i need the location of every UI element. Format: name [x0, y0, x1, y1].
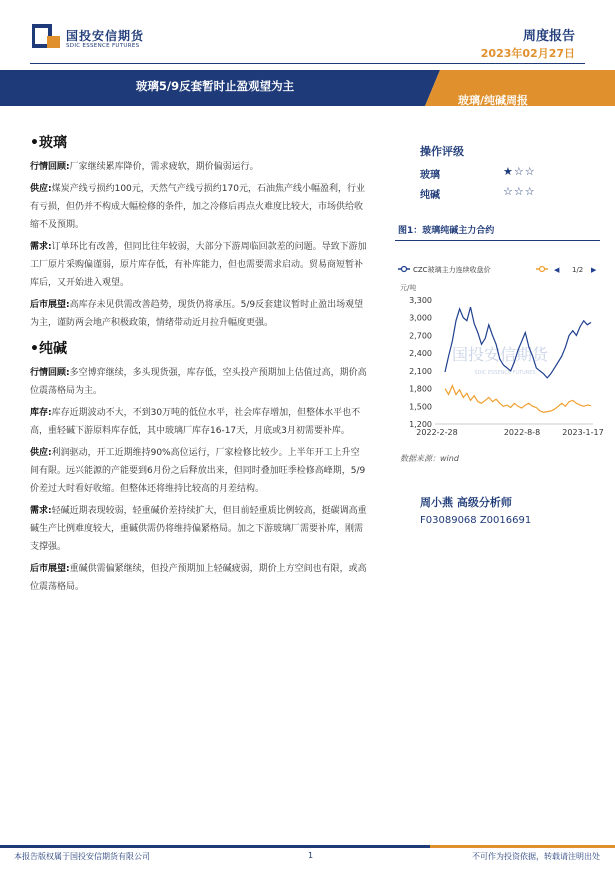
- rating-title: 操作评级: [420, 145, 464, 158]
- y-tick-label: 2,400: [409, 349, 432, 359]
- soda-paragraphs: [30, 364, 368, 596]
- soda-paragraph-label: 需求:: [30, 506, 52, 516]
- soda-paragraph: [30, 404, 368, 440]
- footer-disclaimer: 不可作为投资依据，转载请注明出处: [472, 852, 600, 861]
- y-tick-label: 1,200: [409, 420, 432, 429]
- y-tick-label: 2,100: [409, 366, 432, 376]
- glass-paragraphs: [30, 158, 368, 332]
- glass-paragraph: [30, 158, 368, 176]
- y-axis: [409, 296, 432, 429]
- legend-series1: CZC玻璃主力连续收盘价: [413, 266, 491, 274]
- glass-paragraph: [30, 180, 368, 234]
- footer-copyright: 本报告版权属于国投安信期货有限公司: [14, 852, 150, 861]
- chart-watermark-en: SDIC ESSENCE FUTURES: [474, 370, 536, 376]
- price-chart: [395, 252, 605, 447]
- x-tick-label: 2022-2-28: [416, 428, 458, 437]
- soda-paragraph: [30, 444, 368, 498]
- rating-stars-soda: ☆☆☆: [503, 185, 536, 198]
- soda-paragraph-label: 行情回顾:: [30, 368, 70, 378]
- company-name-cn: 国投安信期货: [66, 29, 145, 43]
- x-tick-label: 2022-8-8: [503, 428, 541, 437]
- soda-paragraph-text: 重碱供需偏紧继续，但投产预期加上轻碱疲弱，期价上方空间也有限，或高位震荡格局。: [30, 564, 367, 592]
- legend-next-icon: ▶: [591, 266, 597, 274]
- soda-paragraph: [30, 502, 368, 556]
- report-date: 2023年02月27日: [480, 47, 575, 60]
- rating-name-glass: 玻璃: [420, 170, 440, 181]
- y-tick-label: 1,500: [409, 402, 432, 412]
- soda-paragraph-label: 供应:: [30, 448, 52, 458]
- rating-name-soda: 纯碱: [420, 190, 440, 201]
- figure-divider: [395, 240, 600, 241]
- soda-paragraph-text: 利润驱动，开工近期维持90%高位运行，厂家检修比较少。上半年开工上升空间有限。远兴能源的产能要到6月份之后释放出来，但同时叠加旺季检修高峰期，5/9价差过大时看好收缩。但整体还将维持比较高的月差结构。: [30, 448, 366, 494]
- glass-paragraph-label: 行情回顾:: [30, 162, 70, 172]
- legend: [398, 265, 597, 274]
- soda-paragraph: [30, 364, 368, 400]
- x-tick-label: 2023-1-17: [562, 428, 604, 437]
- glass-paragraph: [30, 296, 368, 332]
- soda-paragraph-text: 轻碱近期表现较弱，轻重碱价差持续扩大，但目前轻重质比例较高，挺碳调高重碱生产比例难度较大，重碱供需仍将维持偏紧格局。加之下游玻璃厂需要补库，刚需支撑强。: [30, 506, 367, 552]
- soda-paragraph-label: 后市展望:: [30, 564, 70, 574]
- glass-paragraph-label: 需求:: [30, 242, 52, 252]
- section-title-soda: •纯碱: [30, 341, 67, 357]
- company-logo-icon: [32, 24, 62, 50]
- main-content: [30, 128, 368, 600]
- footer-divider: [0, 845, 615, 848]
- analyst-name: 周小燕 高级分析师: [420, 496, 512, 509]
- chart-watermark-cn: 国投安信期货: [451, 345, 549, 364]
- glass-paragraph-text: 高库存未见供需改善趋势，现货仍将承压。5/9反套建议暂时止盈出场观望为主，谨防两会地产积极政策，情绪带动近月拉升幅度更强。: [30, 300, 364, 328]
- soda-paragraph-label: 库存:: [30, 408, 52, 418]
- soda-paragraph-text: 库存近期波动不大，不到30万吨的低位水平，社会库存增加，但整体水平也不高，重轻碱下游原料库存低，其中玻璃厂库存16-17天，月底或3月初需要补库。: [30, 408, 361, 436]
- figure-source: 数据来源：wind: [400, 454, 459, 463]
- glass-paragraph: [30, 238, 368, 292]
- rating-stars-glass: ★☆☆: [503, 165, 536, 178]
- y-tick-label: 2,700: [409, 331, 432, 341]
- soda-paragraph: [30, 560, 368, 596]
- y-tick-label: 1,800: [409, 384, 432, 394]
- series-line-2: [445, 386, 591, 413]
- glass-paragraph-text: 煤炭产线亏损约100元，天然气产线亏损约170元，石油焦产线小幅盈利，行业有亏损，但仍并不构成大幅检修的条件，加之冷修后再点火难度比较大，市场供给收缩不及预期。: [30, 184, 365, 230]
- x-axis: [416, 424, 603, 437]
- page-header: [0, 0, 615, 70]
- report-title: 玻璃5/9反套暂时止盈观望为主: [135, 79, 295, 93]
- page-number: 1: [308, 851, 314, 860]
- glass-paragraph-text: 厂家继续累库降价，需求疲软，期价偏弱运行。: [69, 162, 259, 172]
- legend-pager: 1/2: [572, 266, 584, 274]
- section-title-glass: •玻璃: [30, 135, 67, 151]
- glass-paragraph-label: 供应:: [30, 184, 52, 194]
- analyst-id: F03089068 Z0016691: [420, 515, 532, 526]
- y-tick-label: 3,000: [409, 313, 432, 323]
- chart-unit: 元/吨: [400, 284, 417, 292]
- series-line-1: [445, 307, 591, 378]
- header-divider: [30, 63, 585, 64]
- figure-title: 图1：玻璃纯碱主力合约: [398, 226, 495, 236]
- soda-paragraph-text: 多空博弈继续，多头现货强，库存低，空头投产预期加上估值过高，期价高位震荡格局为主。: [30, 368, 367, 396]
- glass-paragraph-text: 订单环比有改善，但同比往年较弱，大部分下游周临回款差的问题。导致下游加工厂原片采购偏谨弱，原片库存低，有补库能力，但也需要需求启动。贸易商短暂补库后，又开始进入观望。: [30, 242, 367, 288]
- y-tick-label: 3,300: [409, 296, 432, 305]
- company-name-en: SDIC ESSENCE FUTURES: [66, 43, 140, 49]
- glass-paragraph-label: 后市展望:: [30, 300, 70, 310]
- report-tag: 玻璃/纯碱周报: [458, 94, 529, 107]
- legend-prev-icon: ◀: [554, 266, 560, 274]
- report-type: 周度报告: [522, 29, 575, 44]
